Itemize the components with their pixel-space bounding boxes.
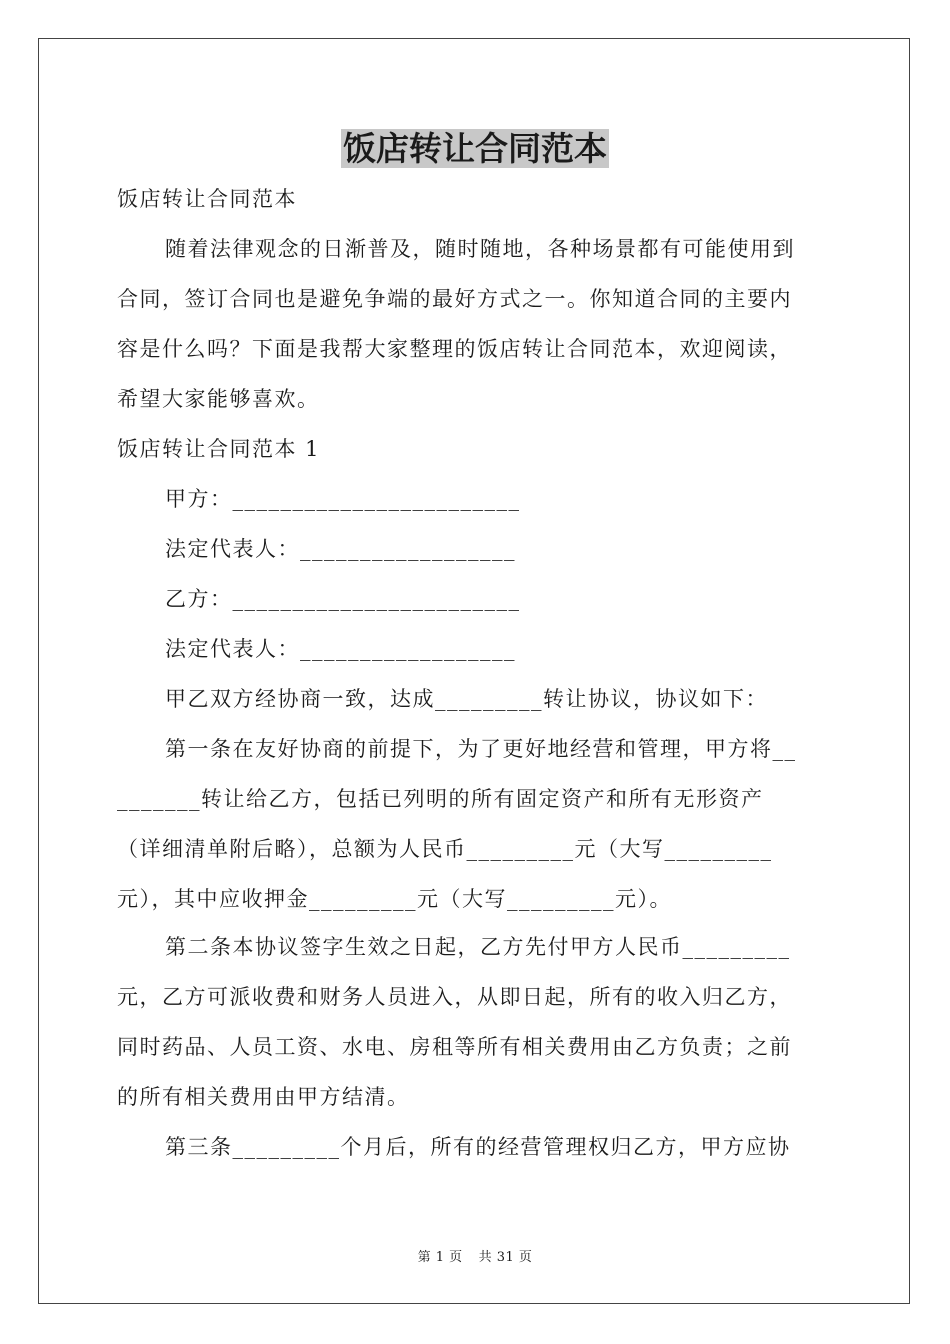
page-number: 第 1 页 bbox=[417, 1250, 463, 1265]
article-2-line: 元，乙方可派收费和财务人员进入，从即日起，所有的收入归乙方， bbox=[117, 985, 792, 1009]
article-1-line: 元），其中应收押金_________元（大写_________元）。 bbox=[117, 887, 672, 911]
intro-line: 容是什么吗？下面是我帮大家整理的饭店转让合同范本，欢迎阅读， bbox=[117, 337, 792, 361]
agreement-line: 甲乙双方经协商一致，达成_________转让协议，协议如下： bbox=[165, 687, 768, 711]
party-a-representative-line: 法定代表人：__________________ bbox=[165, 537, 516, 561]
article-1-line: 第一条在友好协商的前提下，为了更好地经营和管理，甲方将__ bbox=[165, 737, 797, 761]
article-2-line: 的所有相关费用由甲方结清。 bbox=[117, 1085, 410, 1109]
page-footer bbox=[0, 1246, 950, 1265]
article-1-line: _______转让给乙方，包括已列明的所有固定资产和所有无形资产 bbox=[117, 787, 764, 811]
party-a-line: 甲方：________________________ bbox=[165, 487, 521, 511]
intro-line: 随着法律观念的日渐普及，随时随地，各种场景都有可能使用到 bbox=[165, 237, 795, 261]
article-1-line: （详细清单附后略），总额为人民币_________元（大写_________ bbox=[117, 837, 773, 861]
page-total: 共 31 页 bbox=[478, 1250, 533, 1265]
article-2-line: 同时药品、人员工资、水电、房租等所有相关费用由乙方负责；之前 bbox=[117, 1035, 792, 1059]
article-3-line: 第三条_________个月后，所有的经营管理权归乙方，甲方应协 bbox=[165, 1135, 791, 1159]
article-2-line: 第二条本协议签字生效之日起，乙方先付甲方人民币_________ bbox=[165, 935, 791, 959]
document-title: 饭店转让合同范本 bbox=[343, 129, 607, 168]
party-b-representative-line: 法定代表人：__________________ bbox=[165, 637, 516, 661]
intro-line: 合同，签订合同也是避免争端的最好方式之一。你知道合同的主要内 bbox=[117, 287, 792, 311]
page-border bbox=[38, 38, 910, 1304]
intro-line: 希望大家能够喜欢。 bbox=[117, 387, 320, 411]
party-b-line: 乙方：________________________ bbox=[165, 587, 521, 611]
section-heading: 饭店转让合同范本 1 bbox=[117, 437, 321, 461]
document-subtitle: 饭店转让合同范本 bbox=[117, 187, 297, 211]
